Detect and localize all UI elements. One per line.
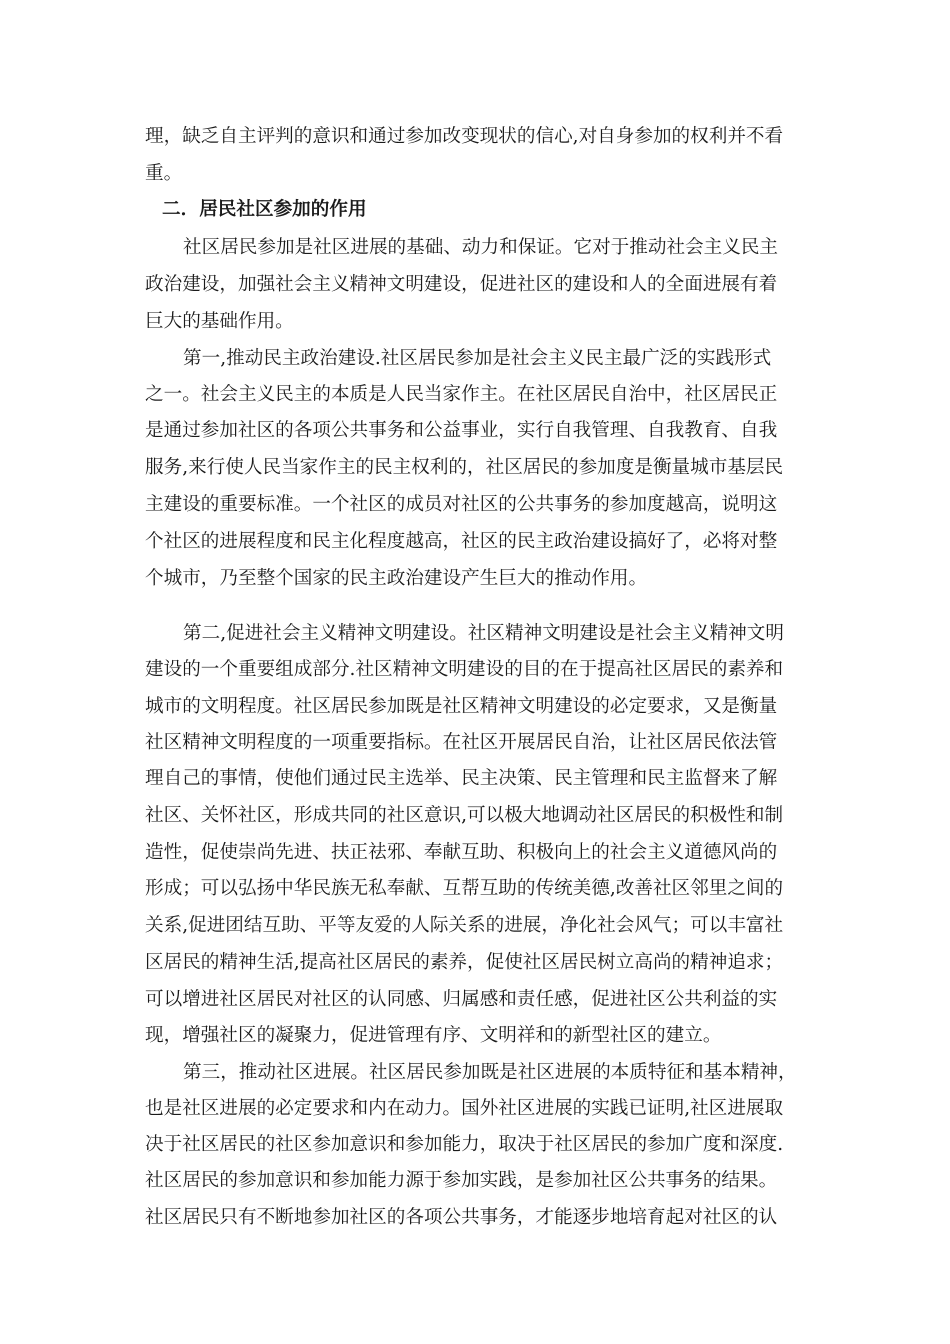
paragraph-line: 决于社区居民的社区参加意识和参加能力，取决于社区居民的参加广度和深度.	[145, 1134, 784, 1155]
paragraph-line: 第二,促进社会主义精神文明建设。社区精神文明建设是社会主义精神文明	[183, 623, 784, 644]
paragraph-line: 理自己的事情，使他们通过民主选举、民主决策、民主管理和民主监督来了解	[145, 768, 778, 789]
paragraph-line: 个城市，乃至整个国家的民主政治建设产生巨大的推动作用。	[145, 568, 648, 589]
paragraph-line: 是通过参加社区的各项公共事务和公益事业，实行自我管理、自我教育、自我	[145, 420, 778, 441]
paragraph-line: 第三，推动社区进展。社区居民参加既是社区进展的本质特征和基本精神，	[183, 1062, 797, 1083]
paragraph-line: 个社区的进展程度和民主化程度越高，社区的民主政治建设搞好了，必将对整	[145, 531, 778, 552]
paragraph-line: 也是社区进展的必定要求和内在动力。国外社区进展的实践已证明,社区进展取	[145, 1098, 784, 1119]
paragraph-line: 区居民的精神生活,提高社区居民的素养，促使社区居民树立高尚的精神追求；	[145, 952, 784, 973]
section-heading: 二．居民社区参加的作用	[162, 199, 367, 220]
paragraph-line: 政治建设，加强社会主义精神文明建设，促进社区的建设和人的全面进展有着	[145, 274, 778, 295]
paragraph-line: 现，增强社区的凝聚力，促进管理有序、文明祥和的新型社区的建立。	[145, 1025, 722, 1046]
paragraph-line: 造性，促使崇尚先进、扶正祛邪、奉献互助、积极向上的社会主义道德风尚的	[145, 842, 778, 863]
paragraph-line: 理，缺乏自主评判的意识和通过参加改变现状的信心,对自身参加的权利并不看	[145, 126, 784, 147]
paragraph-line: 第一,推动民主政治建设.社区居民参加是社会主义民主最广泛的实践形式	[183, 348, 772, 369]
paragraph-line: 社区精神文明程度的一项重要指标。在社区开展居民自治，让社区居民依法管	[145, 732, 778, 753]
paragraph-line: 重。	[145, 163, 183, 184]
paragraph-line: 主建设的重要标准。一个社区的成员对社区的公共事务的参加度越高，说明这	[145, 494, 778, 515]
paragraph-line: 服务,来行使人民当家作主的民主权利的，社区居民的参加度是衡量城市基层民	[145, 457, 784, 478]
paragraph-line: 建设的一个重要组成部分.社区精神文明建设的目的在于提高社区居民的素养和	[145, 659, 784, 680]
paragraph-line: 城市的文明程度。社区居民参加既是社区精神文明建设的必定要求，又是衡量	[145, 696, 778, 717]
paragraph-line: 可以增进社区居民对社区的认同感、归属感和责任感，促进社区公共利益的实	[145, 989, 778, 1010]
paragraph-line: 形成；可以弘扬中华民族无私奉献、互帮互助的传统美德,改善社区邻里之间的	[145, 878, 784, 899]
paragraph-line: 社区居民参加是社区进展的基础、动力和保证。它对于推动社会主义民主	[183, 237, 779, 258]
paragraph-line: 之一。社会主义民主的本质是人民当家作主。在社区居民自治中，社区居民正	[145, 384, 778, 405]
paragraph-line: 社区居民只有不断地参加社区的各项公共事务，才能逐步地培育起对社区的认	[145, 1207, 778, 1228]
paragraph-line: 社区、关怀社区，形成共同的社区意识,可以极大地调动社区居民的积极性和制	[145, 805, 784, 826]
paragraph-line: 巨大的基础作用。	[145, 311, 294, 332]
paragraph-line: 社区居民的参加意识和参加能力源于参加实践，是参加社区公共事务的结果。	[145, 1170, 778, 1191]
paragraph-line: 关系,促进团结互助、平等友爱的人际关系的进展，净化社会风气；可以丰富社	[145, 915, 784, 936]
